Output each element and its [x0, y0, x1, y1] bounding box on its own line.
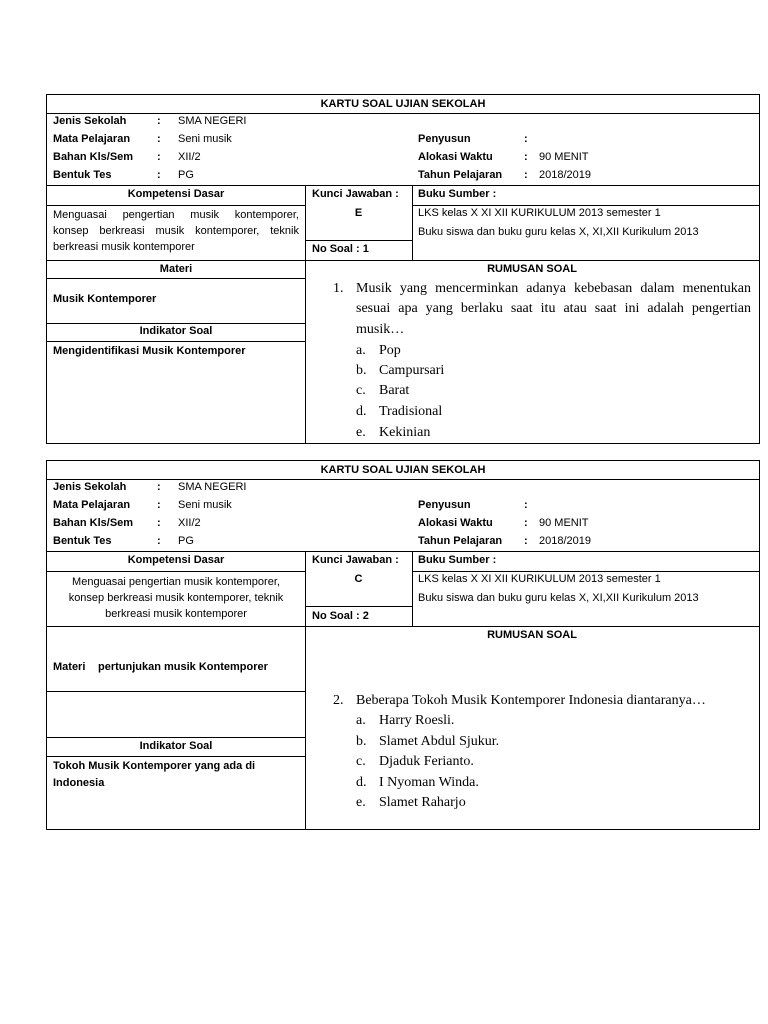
- option-letter: b.: [356, 363, 367, 378]
- rumusan-soal-header: RUMUSAN SOAL: [487, 629, 577, 641]
- option-text: Campursari: [379, 363, 445, 378]
- indikator-soal-header: Indikator Soal: [139, 740, 213, 752]
- option-letter: d.: [356, 775, 367, 790]
- buku-sumber-label: Buku Sumber :: [418, 188, 497, 200]
- tahun-pelajaran-value: 2018/2019: [539, 169, 591, 181]
- mata-pelajaran-label: Mata Pelajaran: [53, 499, 131, 511]
- option-text: Tradisional: [379, 404, 443, 419]
- card-title: KARTU SOAL UJIAN SEKOLAH: [320, 98, 486, 110]
- bentuk-tes-label: Bentuk Tes: [53, 169, 112, 181]
- colon: :: [157, 517, 161, 529]
- bentuk-tes-label: Bentuk Tes: [53, 535, 112, 547]
- jenis-sekolah-label: Jenis Sekolah: [53, 481, 127, 493]
- rumusan-soal-header: RUMUSAN SOAL: [487, 263, 577, 275]
- option-letter: e.: [356, 795, 366, 810]
- alokasi-waktu-label: Alokasi Waktu: [418, 151, 493, 163]
- kunci-jawaban-value: E: [354, 207, 363, 219]
- kunci-jawaban-label: Kunci Jawaban :: [312, 554, 399, 566]
- question-text: Beberapa Tokoh Musik Kontemporer Indonesia diantaranya…: [356, 693, 706, 708]
- buku-sumber-line: LKS kelas X XI XII KURIKULUM 2013 semester 1: [418, 207, 661, 219]
- no-soal: No Soal : 2: [312, 610, 369, 622]
- kartu-soal-2: [46, 460, 760, 830]
- colon: :: [524, 133, 528, 145]
- option-text: I Nyoman Winda.: [379, 775, 479, 790]
- penyusun-label: Penyusun: [418, 499, 471, 511]
- option-text: Slamet Raharjo: [379, 795, 466, 810]
- alokasi-waktu-label: Alokasi Waktu: [418, 517, 493, 529]
- option-letter: c.: [356, 383, 366, 398]
- colon: :: [524, 517, 528, 529]
- materi-value: pertunjukan musik Kontemporer: [98, 661, 268, 673]
- materi-value: Musik Kontemporer: [53, 293, 157, 305]
- kd-line: Menguasai pengertian musik kontemporer,: [72, 576, 280, 588]
- question-number: 1.: [333, 281, 344, 296]
- indikator-soal-line: Tokoh Musik Kontemporer yang ada di: [53, 760, 256, 772]
- kd-line: konsep berkreasi musik kontemporer, teknik: [68, 592, 284, 604]
- option-text: Slamet Abdul Sjukur.: [379, 734, 500, 749]
- kompetensi-dasar-header: Kompetensi Dasar: [127, 188, 225, 200]
- no-soal: No Soal : 1: [312, 243, 369, 255]
- buku-sumber-line: Buku siswa dan buku guru kelas X, XI,XII Kurikulum 2013: [418, 592, 699, 604]
- bahan-kls-sem-label: Bahan Kls/Sem: [53, 151, 134, 163]
- bentuk-tes-value: PG: [178, 535, 194, 547]
- kd-line: konsep berkreasi musik kontemporer, teknik: [53, 225, 299, 237]
- indikator-soal-line: Indonesia: [53, 777, 105, 789]
- option-letter: d.: [356, 404, 367, 419]
- indikator-soal-header: Indikator Soal: [139, 325, 213, 337]
- mata-pelajaran-value: Seni musik: [178, 133, 232, 145]
- penyusun-label: Penyusun: [418, 133, 471, 145]
- buku-sumber-line: LKS kelas X XI XII KURIKULUM 2013 semester 1: [418, 573, 661, 585]
- option-letter: e.: [356, 425, 366, 440]
- bahan-kls-sem-value: XII/2: [178, 151, 201, 163]
- bentuk-tes-value: PG: [178, 169, 194, 181]
- colon: :: [157, 133, 161, 145]
- indikator-soal-value: Mengidentifikasi Musik Kontemporer: [53, 345, 246, 357]
- kompetensi-dasar-header: Kompetensi Dasar: [127, 554, 225, 566]
- colon: :: [157, 169, 161, 181]
- mata-pelajaran-label: Mata Pelajaran: [53, 133, 131, 145]
- colon: :: [524, 535, 528, 547]
- materi-label: Materi: [53, 661, 86, 673]
- jenis-sekolah-value: SMA NEGERI: [178, 115, 247, 127]
- question-line: sesuai apa yang berlaku saat itu atau saat ini adalah pengertian: [356, 301, 751, 316]
- jenis-sekolah-value: SMA NEGERI: [178, 481, 247, 493]
- kunci-jawaban-value: C: [354, 573, 363, 585]
- option-text: Harry Roesli.: [379, 713, 455, 728]
- option-letter: a.: [356, 343, 366, 358]
- jenis-sekolah-label: Jenis Sekolah: [53, 115, 127, 127]
- colon: :: [157, 481, 161, 493]
- kartu-soal-1: [46, 94, 760, 444]
- tahun-pelajaran-label: Tahun Pelajaran: [418, 169, 503, 181]
- kd-line: Menguasai pengertian musik kontemporer,: [53, 209, 299, 221]
- kd-line: berkreasi musik kontemporer: [105, 608, 247, 620]
- alokasi-waktu-value: 90 MENIT: [539, 151, 589, 163]
- colon: :: [157, 535, 161, 547]
- option-letter: b.: [356, 734, 367, 749]
- kd-line: berkreasi musik kontemporer: [53, 241, 195, 253]
- colon: :: [524, 169, 528, 181]
- alokasi-waktu-value: 90 MENIT: [539, 517, 589, 529]
- buku-sumber-line: Buku siswa dan buku guru kelas X, XI,XII Kurikulum 2013: [418, 226, 699, 238]
- option-letter: c.: [356, 754, 366, 769]
- colon: :: [157, 499, 161, 511]
- option-text: Djaduk Ferianto.: [379, 754, 474, 769]
- option-text: Pop: [379, 343, 401, 358]
- bahan-kls-sem-label: Bahan Kls/Sem: [53, 517, 134, 529]
- materi-header: Materi: [159, 263, 193, 275]
- option-text: Barat: [379, 383, 410, 398]
- tahun-pelajaran-value: 2018/2019: [539, 535, 591, 547]
- buku-sumber-label: Buku Sumber :: [418, 554, 497, 566]
- colon: :: [524, 151, 528, 163]
- option-text: Kekinian: [379, 425, 431, 440]
- question-number: 2.: [333, 693, 344, 708]
- question-line: musik…: [356, 322, 405, 337]
- mata-pelajaran-value: Seni musik: [178, 499, 232, 511]
- question-line: Musik yang mencerminkan adanya kebebasan dalam menentukan: [356, 281, 751, 296]
- colon: :: [157, 115, 161, 127]
- option-letter: a.: [356, 713, 366, 728]
- tahun-pelajaran-label: Tahun Pelajaran: [418, 535, 503, 547]
- bahan-kls-sem-value: XII/2: [178, 517, 201, 529]
- kunci-jawaban-label: Kunci Jawaban :: [312, 188, 399, 200]
- colon: :: [524, 499, 528, 511]
- card-title: KARTU SOAL UJIAN SEKOLAH: [320, 464, 486, 476]
- colon: :: [157, 151, 161, 163]
